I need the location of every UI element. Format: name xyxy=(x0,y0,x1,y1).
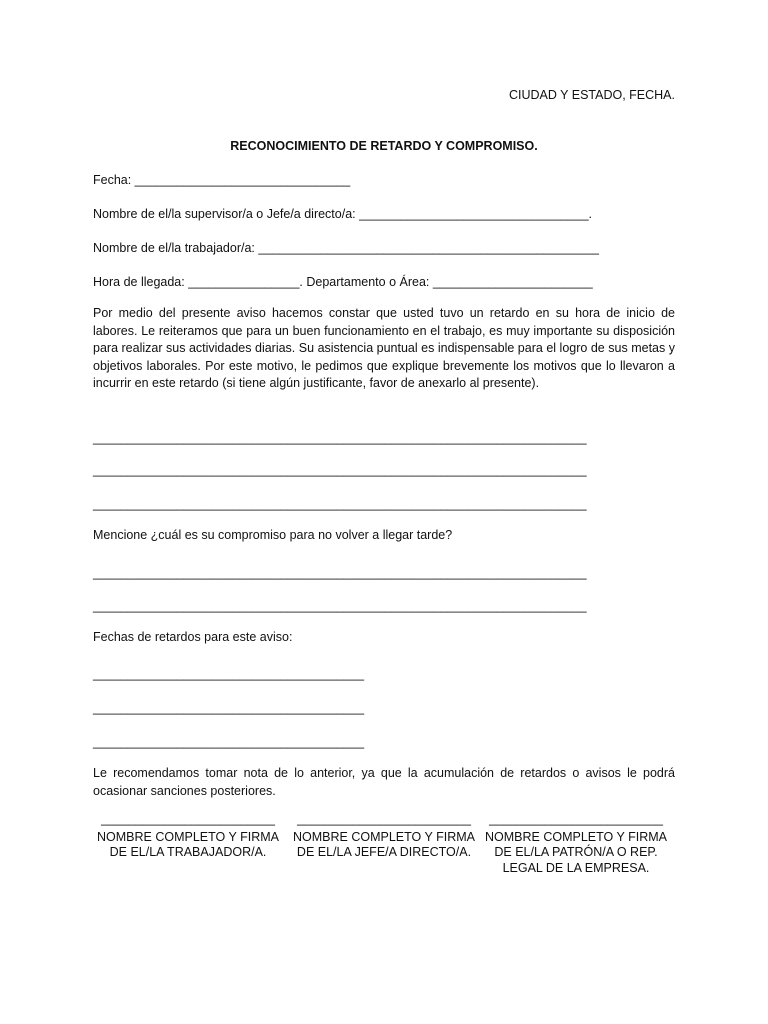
explanation-line[interactable]: _______________________________________________________________________ xyxy=(93,463,587,477)
commitment-line[interactable]: _______________________________________________________________________ xyxy=(93,566,587,580)
signature-line[interactable]: _________________________ xyxy=(297,812,471,826)
employer-signature-block xyxy=(481,812,671,876)
signature-role-label: DE EL/LA TRABAJADOR/A. xyxy=(109,845,267,859)
signature-name-label: NOMBRE COMPLETO Y FIRMA xyxy=(485,829,667,844)
supervisor-signature-block xyxy=(288,812,480,861)
city-date-line: CIUDAD Y ESTADO, FECHA. xyxy=(508,88,675,102)
commitment-line[interactable]: _______________________________________________________________________ xyxy=(93,599,587,613)
intro-paragraph: Por medio del presente aviso hacemos constar que usted tuvo un retardo en su hora de inicio de labores. Le reiteramos que para un buen funcionamiento en el trabajo, es muy importante su disposición para realizar sus actividades diarias. Su asistencia puntual es indispensable para el logro de sus metas y objetivos laborales. Por este motivo, le pedimos que explique brevemente los motivos que lo llevaron a incurrir en este retardo (si tiene algún justificante, favor de anexarlo al presente). xyxy=(93,306,675,391)
signature-role-label: DE EL/LA PATRÓN/A O REP. LEGAL DE LA EMPRESA. xyxy=(494,845,658,875)
explanation-line[interactable]: _______________________________________________________________________ xyxy=(93,497,587,511)
explanation-line[interactable]: _______________________________________________________________________ xyxy=(93,431,587,445)
date-line[interactable]: _______________________________________ xyxy=(93,735,365,749)
signature-name-label: NOMBRE COMPLETO Y FIRMA xyxy=(97,829,279,844)
recommendation-paragraph: Le recomendamos tomar nota de lo anterior, ya que la acumulación de retardos o avisos le podrá ocasionar sanciones posteriores. xyxy=(93,766,675,798)
supervisor-name-field[interactable]: Nombre de el/la supervisor/a o Jefe/a directo/a: _________________________________. xyxy=(93,207,592,221)
date-line[interactable]: _______________________________________ xyxy=(93,701,365,715)
fecha-field[interactable]: Fecha: _______________________________ xyxy=(93,173,351,187)
dates-label: Fechas de retardos para este aviso: xyxy=(93,630,293,644)
signature-blocks xyxy=(93,812,675,892)
signature-name-label: NOMBRE COMPLETO Y FIRMA xyxy=(293,829,475,844)
arrival-time-department-field[interactable]: Hora de llegada: ________________. Departamento o Área: _______________________ xyxy=(93,275,593,289)
worker-signature-block xyxy=(93,812,283,861)
date-line[interactable]: _______________________________________ xyxy=(93,667,365,681)
commitment-question: Mencione ¿cuál es su compromiso para no volver a llegar tarde? xyxy=(93,528,453,542)
worker-name-field[interactable]: Nombre de el/la trabajador/a: _________________________________________________ xyxy=(93,241,600,255)
document-title: RECONOCIMIENTO DE RETARDO Y COMPROMISO. xyxy=(230,139,538,153)
signature-line[interactable]: _________________________ xyxy=(101,812,275,826)
signature-line[interactable]: _________________________ xyxy=(489,812,663,826)
signature-role-label: DE EL/LA JEFE/A DIRECTO/A. xyxy=(296,845,472,859)
